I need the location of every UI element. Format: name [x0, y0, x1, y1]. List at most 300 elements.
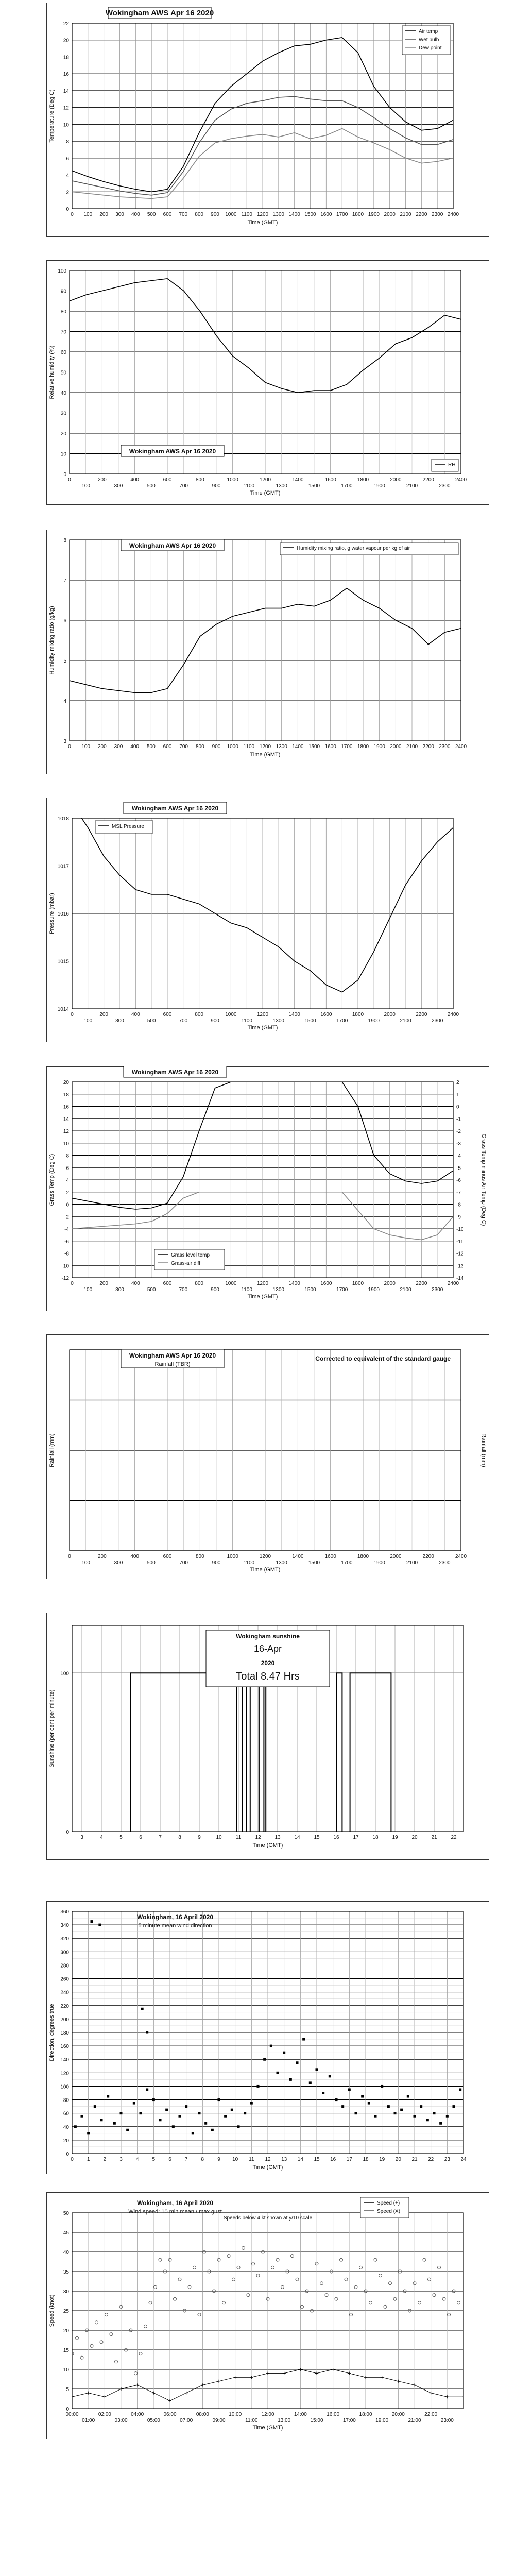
y-right-tick-label: -13 [456, 1263, 464, 1269]
y-tick-label: 40 [63, 2250, 69, 2256]
chart-frame [47, 530, 489, 774]
x-tick-label: 1300 [276, 744, 287, 750]
y-tick-label: 35 [63, 2269, 69, 2275]
chart-frame [47, 261, 489, 505]
y-tick-label: 0 [66, 207, 69, 212]
x-tick-label: 700 [179, 744, 188, 750]
x-tick-label: 900 [211, 212, 219, 217]
x-tick-label: 1200 [259, 744, 271, 750]
x-tick-label: 03:00 [114, 2418, 128, 2424]
x-tick-label: 500 [146, 1560, 156, 1566]
x-tick-label: 5 [152, 2157, 156, 2162]
x-tick-label: 1900 [368, 212, 380, 217]
x-tick-label: 2000 [384, 212, 396, 217]
data-point [414, 2115, 416, 2118]
y-tick-label: 220 [60, 2003, 69, 2009]
x-tick-label: 500 [147, 212, 156, 217]
y-tick-label: 20 [63, 38, 69, 44]
x-tick-label: 1300 [272, 212, 284, 217]
x-tick-label: 4 [100, 1835, 103, 1840]
x-tick-label: 2000 [390, 477, 402, 483]
x-axis-label: Time (GMT) [252, 1842, 283, 1849]
x-tick-label: 800 [195, 212, 204, 217]
data-point [91, 1920, 93, 1923]
x-tick-label: 400 [131, 212, 140, 217]
x-tick-label: 17 [346, 2157, 352, 2162]
x-tick-label: 1000 [225, 212, 237, 217]
y-right-tick-label: 1 [456, 1092, 459, 1098]
y-tick-label: 260 [60, 1976, 69, 1982]
x-tick-label: 21:00 [408, 2418, 421, 2424]
chart-frame [47, 1335, 489, 1579]
data-point [394, 2112, 397, 2114]
x-tick-label: 1700 [336, 1018, 348, 1024]
x-tick-label: 2100 [400, 1018, 411, 1024]
data-point [152, 2098, 155, 2101]
x-tick-label: 2100 [406, 483, 418, 489]
x-tick-label: 2000 [390, 744, 402, 750]
data-point [87, 2132, 90, 2134]
x-tick-label: 14:00 [294, 2412, 307, 2417]
x-tick-label: 24 [460, 2157, 467, 2162]
data-point [120, 2112, 123, 2114]
data-point [113, 2122, 116, 2125]
y-tick-label: 25 [63, 2309, 69, 2314]
data-point [368, 2102, 370, 2105]
y-tick-label: 12 [63, 105, 69, 111]
x-tick-label: 21 [431, 1835, 437, 1840]
data-point [355, 2112, 357, 2114]
data-point [439, 2122, 442, 2125]
y-axis-label: Relative humidity (%) [49, 345, 55, 399]
sunshine-chart [46, 1613, 489, 1860]
y-tick-label: 320 [60, 1936, 69, 1942]
x-tick-label: 10 [232, 2157, 238, 2162]
y-tick-label: 10 [63, 122, 69, 128]
y-tick-label: 5 [63, 658, 66, 664]
y-right-tick-label: -11 [456, 1239, 464, 1245]
x-tick-label: 2000 [384, 1012, 396, 1018]
y-tick-label: 240 [60, 1990, 69, 1996]
data-point [231, 2109, 233, 2111]
y-tick-label: 16 [63, 1104, 69, 1110]
x-tick-label: 1500 [308, 483, 320, 489]
legend-label: MSL Pressure [112, 824, 144, 829]
x-tick-label: 2400 [455, 744, 467, 750]
chart-title: Wokingham AWS Apr 16 2020 [131, 1069, 219, 1076]
x-tick-label: 17 [353, 1835, 359, 1840]
x-tick-label: 01:00 [82, 2418, 95, 2424]
x-tick-label: 10 [216, 1835, 222, 1840]
x-tick-label: 0 [71, 1281, 74, 1286]
data-point [244, 2112, 246, 2114]
x-tick-label: 11 [249, 2157, 254, 2162]
y-tick-label: 50 [63, 2211, 69, 2216]
x-tick-label: 700 [179, 1560, 188, 1566]
y-tick-label: 40 [63, 2124, 69, 2130]
x-tick-label: 1800 [352, 212, 364, 217]
x-tick-label: 1000 [227, 1554, 238, 1560]
chart-note: Speeds below 4 kt shown at y/10 scale [223, 2215, 313, 2221]
y-right-tick-label: -7 [456, 1190, 461, 1196]
chart-frame [47, 798, 489, 1042]
x-tick-label: 14 [297, 2157, 303, 2162]
x-tick-label: 3 [80, 1835, 83, 1840]
x-tick-label: 900 [212, 483, 221, 489]
y-right-tick-label: -3 [456, 1141, 461, 1147]
x-tick-label: 1000 [225, 1012, 237, 1018]
y-tick-label: 30 [60, 411, 66, 417]
x-tick-label: 2100 [400, 1287, 411, 1293]
y-tick-label: 6 [66, 156, 69, 162]
x-tick-label: 21 [411, 2157, 418, 2162]
y-tick-label: 80 [60, 309, 66, 315]
x-tick-label: 1600 [324, 477, 336, 483]
x-tick-label: 300 [114, 1560, 123, 1566]
chart-title: Wokingham, 16 April 2020 [136, 2199, 214, 2207]
x-axis-label: Time (GMT) [252, 2425, 283, 2431]
x-tick-label: 9 [198, 1835, 201, 1840]
y-tick-label: 8 [66, 1153, 69, 1159]
data-point [94, 2105, 96, 2108]
grass-temperature-chart [46, 1066, 489, 1311]
x-tick-label: 0 [68, 1554, 71, 1560]
x-tick-label: 1400 [292, 477, 304, 483]
x-tick-label: 1200 [256, 1281, 269, 1286]
x-tick-label: 1300 [272, 1287, 284, 1293]
y-tick-label: 12 [63, 1129, 69, 1134]
x-tick-label: 900 [211, 1018, 219, 1024]
wind-speed-chart [46, 2192, 489, 2439]
data-point [381, 2085, 383, 2088]
x-tick-label: 1800 [357, 1554, 369, 1560]
x-tick-label: 1500 [304, 1287, 316, 1293]
x-tick-label: 1900 [373, 1560, 385, 1566]
x-tick-label: 0 [68, 744, 71, 750]
x-tick-label: 1400 [288, 1012, 300, 1018]
x-tick-label: 9 [217, 2157, 220, 2162]
x-axis-label: Time (GMT) [247, 219, 278, 226]
y-tick-label: 120 [60, 2071, 69, 2077]
y-axis-label: Speed (knot) [49, 2294, 55, 2327]
x-tick-label: 14 [294, 1835, 300, 1840]
x-tick-label: 13 [281, 2157, 287, 2162]
x-tick-label: 16 [330, 2157, 336, 2162]
x-tick-label: 1300 [276, 483, 287, 489]
x-tick-label: 100 [83, 1287, 93, 1293]
x-tick-label: 1100 [241, 1018, 252, 1024]
humidity-chart [46, 260, 489, 505]
x-tick-label: 05:00 [147, 2418, 160, 2424]
data-point [263, 2058, 266, 2061]
x-tick-label: 2400 [447, 1012, 459, 1018]
x-tick-label: 1600 [320, 1012, 332, 1018]
data-point [302, 2038, 305, 2041]
y-right-tick-label: -10 [456, 1227, 464, 1232]
x-tick-label: 18:00 [359, 2412, 372, 2417]
x-tick-label: 1500 [308, 1560, 320, 1566]
y-axis-label: Direction, degrees true [49, 2004, 55, 2061]
x-tick-label: 200 [99, 1012, 109, 1018]
x-tick-label: 04:00 [131, 2412, 144, 2417]
legend-label: Air temp [419, 29, 438, 35]
y-tick-label: -4 [64, 1227, 69, 1232]
x-tick-label: 1400 [292, 1554, 304, 1560]
data-point [289, 2078, 292, 2081]
x-tick-label: 500 [146, 744, 156, 750]
data-point [329, 2075, 331, 2077]
x-tick-label: 900 [211, 1287, 219, 1293]
x-tick-label: 300 [115, 212, 124, 217]
x-tick-label: 18 [372, 1835, 379, 1840]
x-tick-label: 09:00 [212, 2418, 226, 2424]
y-tick-label: 1018 [57, 816, 69, 822]
x-axis-label: Time (GMT) [250, 1567, 281, 1573]
y-tick-label: 45 [63, 2230, 69, 2236]
mixing-ratio-chart [46, 530, 489, 774]
x-tick-label: 600 [163, 744, 172, 750]
x-tick-label: 100 [81, 744, 91, 750]
y-right-tick-label: 0 [456, 1104, 459, 1110]
y-axis-label: Sunshine (per cent per minute) [49, 1689, 55, 1768]
x-tick-label: 12 [255, 1835, 261, 1840]
y-tick-label: -2 [64, 1214, 69, 1221]
x-tick-label: 1600 [320, 212, 332, 217]
y-tick-label: 80 [63, 2097, 69, 2104]
y-tick-label: -12 [61, 1276, 69, 1281]
x-tick-label: 1800 [357, 744, 369, 750]
x-tick-label: 1600 [320, 1281, 332, 1286]
y-tick-label: 20 [60, 431, 66, 437]
data-point [133, 2102, 135, 2105]
x-tick-label: 13:00 [278, 2418, 291, 2424]
x-tick-label: 1900 [368, 1018, 380, 1024]
data-point [361, 2095, 364, 2098]
data-point [400, 2109, 403, 2111]
y-right-tick-label: -2 [456, 1129, 461, 1134]
data-point [107, 2095, 109, 2098]
y-tick-label: 30 [63, 2289, 69, 2295]
data-point [420, 2105, 422, 2108]
x-tick-label: 2200 [416, 1281, 427, 1286]
x-tick-label: 8 [178, 1835, 181, 1840]
data-point [140, 2112, 142, 2114]
data-point [74, 2125, 77, 2128]
x-tick-label: 1700 [341, 744, 353, 750]
y-tick-label: 7 [63, 578, 66, 584]
x-tick-label: 8 [201, 2157, 204, 2162]
x-tick-label: 1000 [227, 744, 238, 750]
y-tick-label: 180 [60, 2030, 69, 2036]
data-point [204, 2122, 207, 2125]
x-tick-label: 100 [81, 483, 91, 489]
x-tick-label: 1800 [352, 1281, 364, 1286]
x-tick-label: 2300 [432, 212, 443, 217]
x-tick-label: 19 [379, 2157, 385, 2162]
y-tick-label: 100 [58, 268, 66, 274]
y-axis-label: Grass Temp (Deg C) [49, 1154, 55, 1206]
x-tick-label: 23:00 [440, 2418, 454, 2424]
x-tick-label: 1700 [336, 1287, 348, 1293]
data-point [100, 2119, 103, 2121]
x-tick-label: 0 [71, 1012, 74, 1018]
x-tick-label: 300 [114, 744, 123, 750]
x-tick-label: 1500 [304, 212, 316, 217]
x-tick-label: 500 [146, 483, 156, 489]
chart-frame [47, 1067, 489, 1311]
x-tick-label: 1300 [272, 1018, 284, 1024]
y-tick-label: 4 [66, 173, 69, 179]
data-point [185, 2105, 187, 2108]
legend-label: Wet bulb [419, 37, 439, 43]
chart-title: Wokingham AWS Apr 16 2020 [105, 9, 214, 18]
data-point [141, 2008, 144, 2010]
x-tick-label: 1200 [259, 477, 271, 483]
x-tick-label: 23 [444, 2157, 450, 2162]
x-tick-label: 1900 [373, 483, 385, 489]
y-tick-label: 0 [66, 1829, 69, 1835]
x-tick-label: 500 [147, 1018, 156, 1024]
y-tick-label: 100 [60, 1671, 69, 1677]
y-tick-label: 360 [60, 1909, 69, 1915]
y-right-axis-label: Grass Temp minus Air Temp (Deg C) [480, 1133, 487, 1226]
x-tick-label: 1100 [243, 744, 255, 750]
x-tick-label: 0 [68, 477, 71, 483]
data-point [211, 2129, 214, 2131]
x-tick-label: 500 [147, 1287, 156, 1293]
x-tick-label: 16:00 [327, 2412, 340, 2417]
x-tick-label: 0 [71, 212, 74, 217]
x-tick-label: 1 [87, 2157, 90, 2162]
sunshine-total: Total 8.47 Hrs [236, 1671, 300, 1682]
y-tick-label: 10 [60, 451, 66, 457]
chart-title: Wokingham AWS Apr 16 2020 [129, 542, 216, 549]
x-tick-label: 1200 [256, 1012, 269, 1018]
chart-subtitle: 5 minute mean wind direction [138, 1923, 212, 1929]
x-tick-label: 1700 [341, 1560, 353, 1566]
x-tick-label: 2300 [432, 1018, 443, 1024]
legend-label: Dew point [419, 45, 442, 51]
y-axis-label: Rainfall (mm) [49, 1433, 55, 1467]
x-tick-label: 2300 [439, 744, 451, 750]
y-right-axis-label: Rainfall (mm) [480, 1433, 487, 1467]
data-point [126, 2129, 129, 2131]
x-tick-label: 700 [179, 212, 188, 217]
x-tick-label: 700 [179, 1287, 188, 1293]
data-point [309, 2081, 312, 2084]
rainfall-chart [46, 1334, 489, 1579]
x-tick-label: 2100 [406, 1560, 418, 1566]
y-tick-label: -8 [64, 1251, 69, 1257]
x-tick-label: 06:00 [163, 2412, 177, 2417]
x-tick-label: 1600 [324, 1554, 336, 1560]
x-axis-label: Time (GMT) [250, 490, 281, 496]
y-tick-label: 6 [66, 1165, 69, 1172]
x-tick-label: 5 [119, 1835, 123, 1840]
y-tick-label: 0 [63, 472, 66, 478]
chart-subtitle: Wind speed: 10 min mean / max gust [128, 2209, 222, 2215]
data-point [335, 2098, 338, 2101]
x-tick-label: 1800 [357, 477, 369, 483]
x-tick-label: 17:00 [342, 2418, 356, 2424]
data-point [348, 2088, 351, 2091]
x-tick-label: 11 [235, 1835, 242, 1840]
y-tick-label: 1016 [57, 911, 69, 917]
x-tick-label: 08:00 [196, 2412, 209, 2417]
x-tick-label: 00:00 [65, 2412, 79, 2417]
x-tick-label: 2200 [422, 477, 434, 483]
y-axis-label: Temperature (Deg C) [49, 89, 55, 143]
x-tick-label: 18 [363, 2157, 369, 2162]
x-tick-label: 1100 [241, 212, 252, 217]
x-tick-label: 2100 [400, 212, 411, 217]
y-tick-label: 60 [63, 2111, 69, 2117]
x-tick-label: 7 [184, 2157, 188, 2162]
x-tick-label: 6 [168, 2157, 171, 2162]
y-tick-label: 340 [60, 1923, 69, 1929]
x-tick-label: 2 [103, 2157, 107, 2162]
x-tick-label: 2300 [439, 483, 451, 489]
legend-label: Speed (+) [377, 2200, 400, 2206]
x-tick-label: 200 [97, 477, 107, 483]
legend-label: Grass-air diff [171, 1261, 201, 1266]
x-tick-label: 1000 [227, 477, 238, 483]
x-tick-label: 700 [179, 1018, 188, 1024]
y-tick-label: -6 [64, 1239, 69, 1245]
y-tick-label: 60 [60, 350, 66, 355]
x-tick-label: 07:00 [180, 2418, 193, 2424]
y-right-tick-label: -1 [456, 1116, 461, 1123]
data-point [250, 2102, 253, 2105]
x-tick-label: 1800 [352, 1012, 364, 1018]
x-tick-label: 22 [428, 2157, 434, 2162]
x-tick-label: 300 [114, 483, 123, 489]
x-tick-label: 1100 [241, 1287, 252, 1293]
x-tick-label: 12 [265, 2157, 271, 2162]
y-tick-label: 1015 [57, 959, 69, 965]
data-point [270, 2045, 272, 2047]
x-tick-label: 400 [131, 1012, 140, 1018]
x-tick-label: 1700 [341, 483, 353, 489]
y-tick-label: 280 [60, 1963, 69, 1969]
x-axis-label: Time (GMT) [250, 752, 281, 758]
x-tick-label: 100 [83, 1018, 93, 1024]
x-tick-label: 100 [81, 1560, 91, 1566]
x-tick-label: 200 [99, 1281, 109, 1286]
chart-year: 2020 [261, 1659, 275, 1667]
y-tick-label: 8 [63, 538, 66, 544]
x-tick-label: 1900 [368, 1287, 380, 1293]
x-tick-label: 700 [179, 483, 188, 489]
x-tick-label: 02:00 [98, 2412, 111, 2417]
x-tick-label: 2100 [406, 744, 418, 750]
y-tick-label: 2 [66, 190, 69, 196]
y-tick-label: 50 [60, 370, 66, 376]
data-point [453, 2105, 455, 2108]
x-tick-label: 15:00 [310, 2418, 323, 2424]
x-tick-label: 6 [139, 1835, 142, 1840]
x-tick-label: 300 [115, 1018, 124, 1024]
y-axis-label: Humidity mixing ratio (g/kg) [49, 606, 55, 675]
y-tick-label: 0 [66, 2406, 69, 2412]
chart-title: Wokingham AWS Apr 16 2020 [129, 448, 216, 455]
x-tick-label: 10:00 [229, 2412, 242, 2417]
y-tick-label: 1017 [57, 863, 69, 870]
x-tick-label: 0 [71, 2157, 74, 2162]
x-tick-label: 800 [195, 477, 204, 483]
x-tick-label: 1400 [292, 744, 304, 750]
x-tick-label: 400 [131, 1281, 140, 1286]
